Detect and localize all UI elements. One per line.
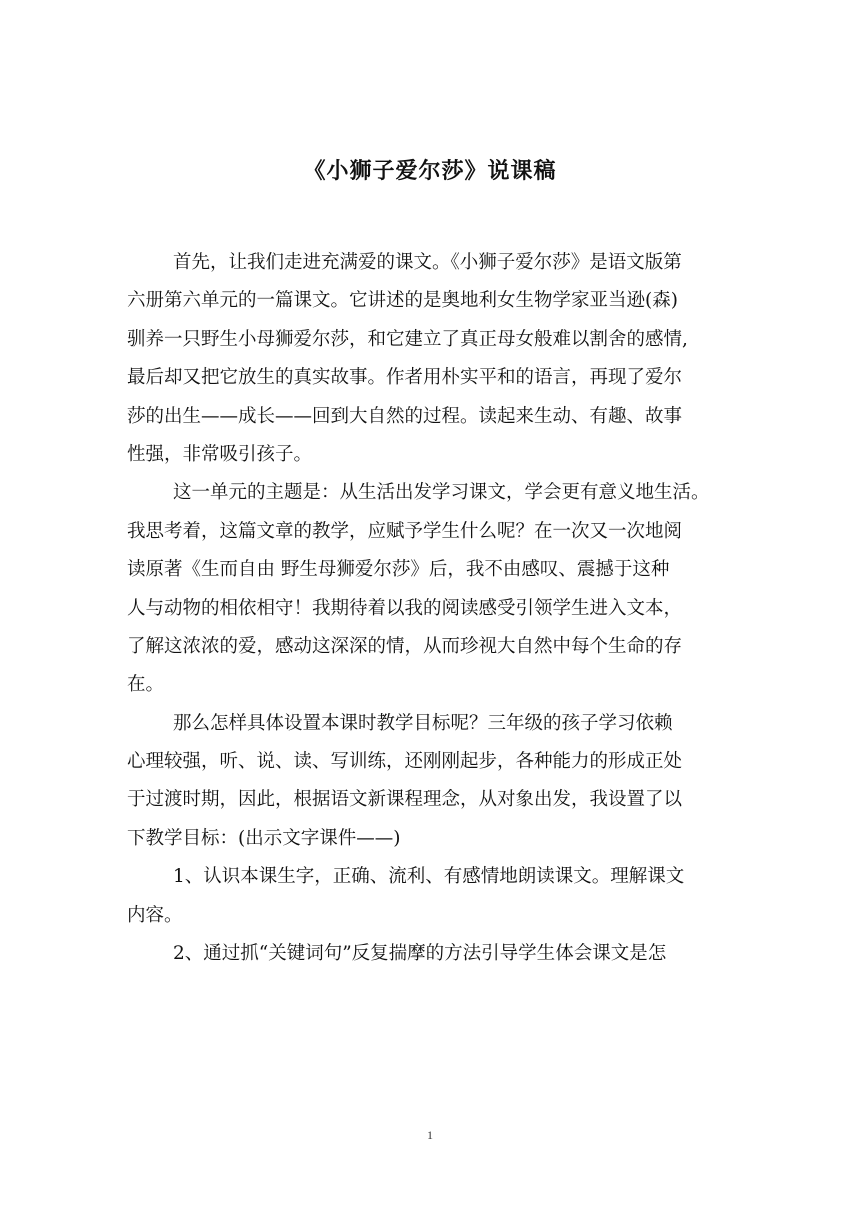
text-line: 人与动物的相依相守！我期待着以我的阅读感受引领学生进入文本， xyxy=(127,597,683,619)
text-line: 在。 xyxy=(127,674,165,696)
text-line: 2、通过抓“关键词句”反复揣摩的方法引导学生体会课文是怎 xyxy=(173,943,667,965)
text-line: 1、认识本课生字，正确、流利、有感情地朗读课文。理解课文 xyxy=(173,866,685,888)
document-title: 《小狮子爱尔莎》说课稿 xyxy=(303,158,557,184)
text-line: 首先，让我们走进充满爱的课文。《小狮子爱尔莎》是语文版第 xyxy=(173,252,682,273)
text-line: 六册第六单元的一篇课文。它讲述的是奥地利女生物学家亚当逊(森) xyxy=(127,290,678,312)
text-line: 下教学目标：(出示文字课件——) xyxy=(127,827,401,849)
document-body xyxy=(127,244,733,973)
text-line: 这一单元的主题是：从生活出发学习课文，学会更有意义地生活。 xyxy=(173,482,710,504)
page-number: 1 xyxy=(427,1128,433,1142)
text-line: 读原著《生而自由 野生母狮爱尔莎》后，我不由感叹、震撼于这种 xyxy=(127,559,670,581)
text-line: 莎的出生——成长——回到大自然的过程。读起来生动、有趣、故事 xyxy=(127,405,683,427)
text-line: 最后却又把它放生的真实故事。作者用朴实平和的语言，再现了爱尔 xyxy=(127,367,683,389)
text-line: 于过渡时期，因此，根据语文新课程理念，从对象出发，我设置了以 xyxy=(127,789,683,811)
text-line: 我思考着，这篇文章的教学，应赋予学生什么呢？在一次又一次地阅 xyxy=(127,520,683,542)
text-line: 内容。 xyxy=(127,904,183,926)
text-line: 了解这浓浓的爱，感动这深深的情，从而珍视大自然中每个生命的存 xyxy=(127,635,683,657)
text-line: 性强，非常吸引孩子。 xyxy=(127,443,313,465)
text-line: 驯养一只野生小母狮爱尔莎，和它建立了真正母女般难以割舍的感情, xyxy=(127,328,688,350)
text-line: 那么怎样具体设置本课时教学目标呢？三年级的孩子学习依赖 xyxy=(173,712,673,734)
text-line: 心理较强，听、说、读、写训练，还刚刚起步，各种能力的形成正处 xyxy=(127,751,683,773)
